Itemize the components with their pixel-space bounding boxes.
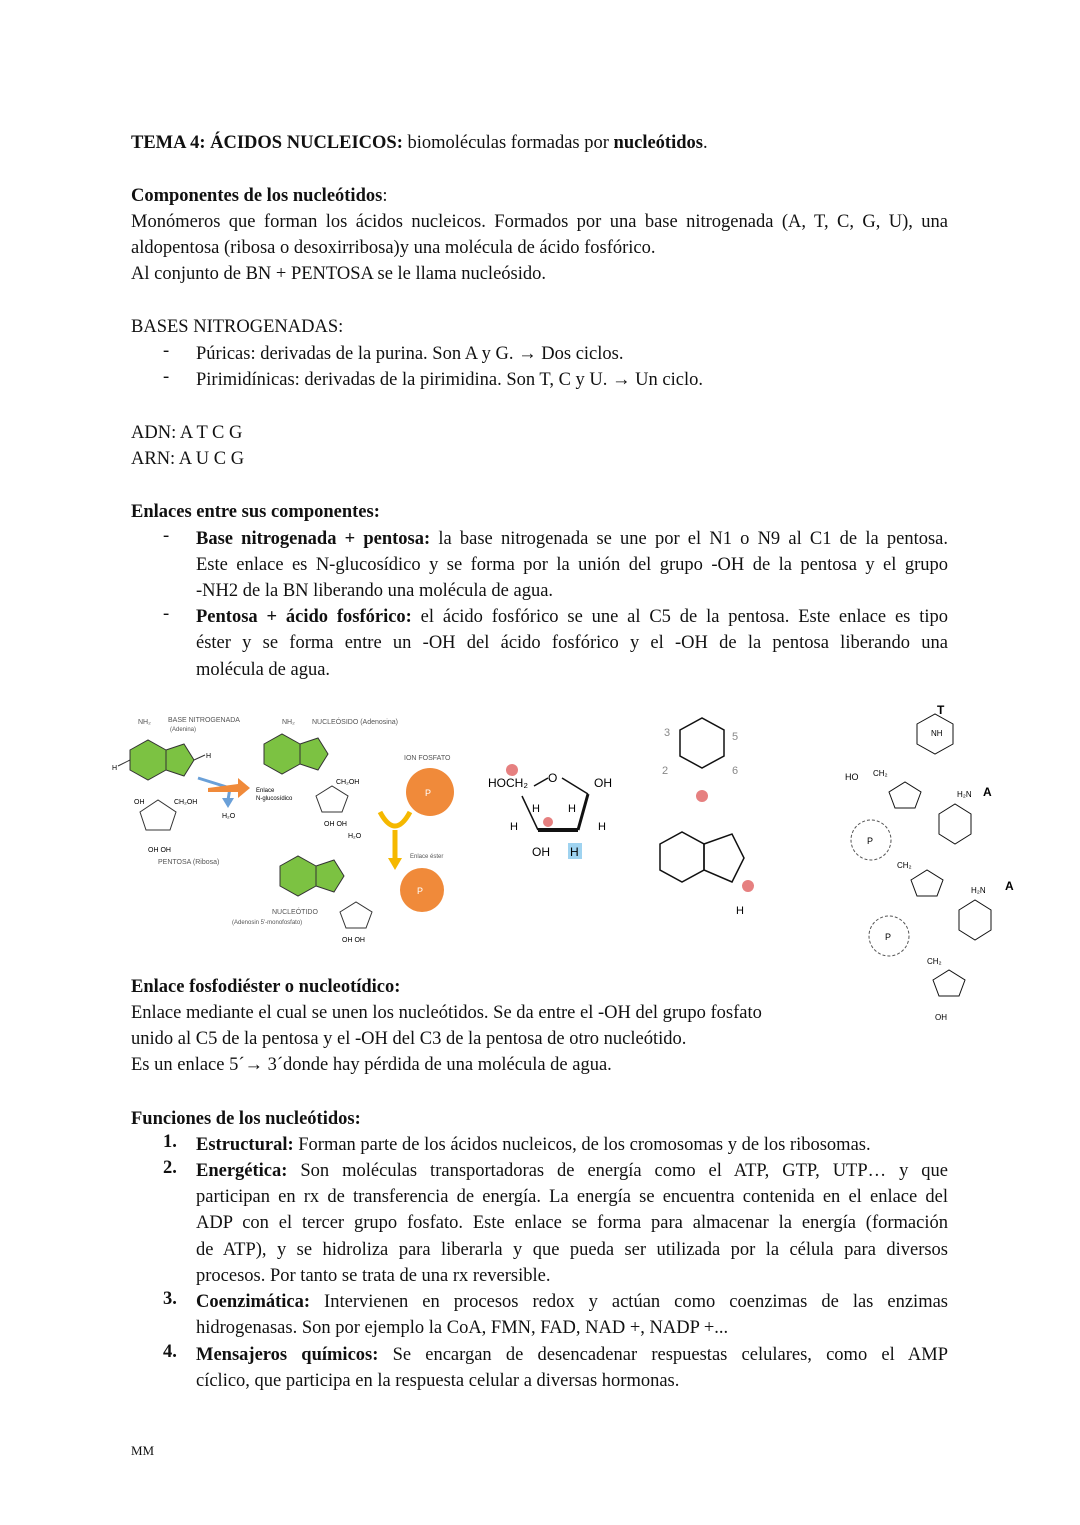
funcion-2-line-5: procesos. Por tanto se trata de una rx reversible. xyxy=(196,1266,551,1286)
adenine-h2n-2: H₂N xyxy=(971,886,986,895)
svg-text:P: P xyxy=(425,788,432,798)
water-label-1: H₂O xyxy=(222,813,236,820)
funcion-4-line-1 xyxy=(196,1342,948,1368)
componentes-line-3: Al conjunto de BN + PENTOSA se le llama nucleósido. xyxy=(131,264,546,284)
componentes-heading-text: Componentes de los nucleótidos xyxy=(131,186,383,206)
svg-text:OH: OH xyxy=(134,799,145,806)
list-number: 3. xyxy=(163,1289,177,1309)
svg-text:3: 3 xyxy=(664,727,671,739)
thymine-label: T xyxy=(937,703,945,717)
fosfodiester-line-2: unido al C5 de la pentosa y el -OH del C3 de la pentosa de otro nucleótido. xyxy=(131,1029,687,1049)
funcion-2-line-1 xyxy=(196,1158,948,1184)
enlace-item-2-text: el ácido fosfórico se une al C5 de la pentosa. Este enlace es tipo xyxy=(411,607,948,627)
enlace-item-1-line-2: Este enlace es N-glucosídico y se forma por la unión del grupo -OH de la pentosa y el grupo xyxy=(196,555,948,575)
carbon-5-highlight xyxy=(506,764,518,776)
ring-oxygen-label: O xyxy=(548,771,558,785)
adenine-label-2: A xyxy=(1005,879,1014,893)
purine-ring-6 xyxy=(660,832,704,882)
n9-highlight xyxy=(742,880,754,892)
nucleoside-ring-5 xyxy=(300,738,328,770)
enlace-label: Enlace xyxy=(256,788,275,794)
terminal-oh: OH xyxy=(935,1013,947,1022)
list-number: 1. xyxy=(163,1132,177,1152)
bases-heading: BASES NITROGENADAS: xyxy=(131,317,344,337)
carbon-3-highlight xyxy=(543,817,553,827)
list-number: 4. xyxy=(163,1342,177,1362)
title-end: . xyxy=(702,133,708,153)
reaction-arrow-yellow xyxy=(380,812,410,826)
bullet-dash: - xyxy=(163,604,170,624)
svg-text:2: 2 xyxy=(662,765,669,777)
dna-strand-diagram xyxy=(835,700,1035,1030)
pyrimidine-ring xyxy=(680,718,724,768)
componentes-heading xyxy=(131,183,387,209)
footer-initials: MM xyxy=(131,1443,155,1458)
enlace-item-2-line-1 xyxy=(196,604,948,630)
thymine-nh: NH xyxy=(931,729,943,738)
purine-ring-5 xyxy=(704,834,744,882)
sugar-ring-3 xyxy=(933,970,965,996)
title-bold: TEMA 4: ÁCIDOS NUCLEICOS: xyxy=(131,133,403,153)
pentosa-label: PENTOSA (Ribosa) xyxy=(158,859,220,866)
funcion-1-line-1 xyxy=(196,1132,871,1158)
componentes-line-1: Monómeros que forman los ácidos nucleicos. Formados por una base nitrogenada (A, T, C, G, U), una xyxy=(131,212,948,232)
funcion-4-text: Se encargan de desencadenar respuestas celulares, como el AMP xyxy=(378,1345,948,1365)
nucleoside-ribose xyxy=(316,786,348,812)
enlace-ester-label: Enlace éster xyxy=(410,854,444,860)
svg-text:P: P xyxy=(885,932,892,942)
adenine-ring-5 xyxy=(166,744,194,776)
oh-anomeric-label: OH xyxy=(594,776,612,790)
svg-text:CH₂OH: CH₂OH xyxy=(174,799,198,806)
funcion-3-line-1 xyxy=(196,1289,948,1315)
adenine-ring-2 xyxy=(959,900,991,940)
funcion-2-text: Son moléculas transportadoras de energía como el ATP, GTP, UTP… y que xyxy=(287,1161,948,1181)
funcion-1-bold: Estructural: xyxy=(196,1135,294,1155)
arn-line: ARN: A U C G xyxy=(131,449,245,469)
base-sublabel: (Adenina) xyxy=(170,727,197,733)
svg-text:CH₂OH: CH₂OH xyxy=(336,779,360,786)
nucleosido-label: NUCLEÓSIDO (Adenosina) xyxy=(312,719,398,726)
title-bold2: nucleótidos xyxy=(613,133,703,153)
nucleotide-ribose xyxy=(340,902,372,928)
nucleoside-ring-6 xyxy=(264,734,300,774)
ion-fosfato-label: ION FOSFATO xyxy=(404,755,451,762)
funciones-heading: Funciones de los nucleótidos: xyxy=(131,1109,361,1129)
enlace-item-2-bold: Pentosa + ácido fosfórico: xyxy=(196,607,412,627)
h-label: H xyxy=(532,803,540,815)
enlace-item-1-line-3: -NH2 de la BN liberando una molécula de agua. xyxy=(196,581,554,601)
nucleotide-ring-5 xyxy=(316,860,344,892)
ch2-label: CH₂ xyxy=(927,957,942,966)
funcion-4-bold: Mensajeros químicos: xyxy=(196,1345,379,1365)
funcion-3-bold: Coenzimática: xyxy=(196,1292,311,1312)
list-number: 2. xyxy=(163,1158,177,1178)
svg-text:NH₂: NH₂ xyxy=(282,719,295,726)
water-label-2: H₂O xyxy=(348,833,362,840)
svg-text:OH OH: OH OH xyxy=(324,821,347,828)
ch2-label: CH₂ xyxy=(873,769,888,778)
ho-label: HO xyxy=(845,772,859,782)
adenine-ring-6 xyxy=(130,740,166,780)
svg-text:OH OH: OH OH xyxy=(148,847,171,854)
adn-line: ADN: A T C G xyxy=(131,423,243,443)
sugar-ring-2 xyxy=(911,870,943,896)
nucleotide-ring-6 xyxy=(280,856,316,896)
h-2-label: H xyxy=(570,845,579,859)
funcion-4-line-2: cíclico, que participa en la respuesta celular a diversas hormonas. xyxy=(196,1371,680,1391)
ribose-ring xyxy=(140,800,176,830)
bases-item-pirimidinicas: Pirimidínicas: derivadas de la pirimidina. Son T, C y U. → Un ciclo. xyxy=(196,370,703,390)
h-label: H xyxy=(568,803,576,815)
enlace-item-2-line-3: molécula de agua. xyxy=(196,660,331,680)
h-label: H xyxy=(510,821,518,833)
componentes-heading-colon: : xyxy=(382,186,388,206)
base-label: BASE NITROGENADA xyxy=(168,717,240,724)
svg-text:P: P xyxy=(417,886,424,896)
ch2-label: CH₂ xyxy=(897,861,912,870)
nucleotido-sublabel: (Adenosin 5'-monofosfato) xyxy=(232,920,303,926)
funcion-2-line-3: ADP con el tercer grupo fosfato. Este enlace se forma para almacenar la energía (formación xyxy=(196,1213,948,1233)
svg-text:H: H xyxy=(206,753,212,760)
adenine-h2n-1: H₂N xyxy=(957,790,972,799)
funcion-3-line-2: hidrogenasas. Son por ejemplo la CoA, FMN, FAD, NAD +, NADP +... xyxy=(196,1318,729,1338)
bullet-dash: - xyxy=(163,341,170,361)
fosfodiester-heading: Enlace fosfodiéster o nucleotídico: xyxy=(131,977,401,997)
svg-text:H: H xyxy=(112,765,118,772)
fosfodiester-line-1: Enlace mediante el cual se unen los nucleótidos. Se da entre el -OH del grupo fosfato xyxy=(131,1003,762,1023)
hoch2-label: HOCH₂ xyxy=(488,776,528,790)
fosfodiester-line-3: Es un enlace 5´→ 3´donde hay pérdida de una molécula de agua. xyxy=(131,1055,612,1075)
enlace-item-1-line-1 xyxy=(196,526,948,552)
funcion-2-line-4: de ATP), y se hidroliza para liberarla y que pueda ser utilizada por la célula para diversos xyxy=(196,1240,948,1260)
sugar-ring-1 xyxy=(889,782,921,808)
svg-text:OH OH: OH OH xyxy=(342,937,365,944)
svg-text:5: 5 xyxy=(732,731,739,743)
componentes-line-2: aldopentosa (ribosa o desoxirribosa)y una molécula de ácido fosfórico. xyxy=(131,238,656,258)
ribose-structure xyxy=(482,760,632,870)
svg-text:NH₂: NH₂ xyxy=(138,719,151,726)
h-label: H xyxy=(736,905,744,917)
adenine-label-1: A xyxy=(983,785,992,799)
funcion-3-text: Intervienen en procesos redox y actúan como coenzimas de las enzimas xyxy=(310,1292,948,1312)
enlace-item-1-text: la base nitrogenada se une por el N1 o N9 al C1 de la pentosa. xyxy=(430,529,948,549)
pyrimidine-purine-structures xyxy=(640,710,780,920)
adenine-ring-1 xyxy=(939,804,971,844)
funcion-2-bold: Energética: xyxy=(196,1161,288,1181)
bases-item-puricas: Púricas: derivadas de la purina. Son A y G. → Dos ciclos. xyxy=(196,344,624,364)
enlace-item-1-bold: Base nitrogenada + pentosa: xyxy=(196,529,431,549)
bullet-dash: - xyxy=(163,367,170,387)
funcion-1-text: Forman parte de los ácidos nucleicos, de los cromosomas y de los ribosomas. xyxy=(293,1135,871,1155)
page-title xyxy=(131,130,708,156)
enlaces-heading: Enlaces entre sus componentes: xyxy=(131,502,380,522)
enlace-item-2-line-2: éster y se forma entre un -OH del ácido fosfórico y el -OH de la pentosa liberando una xyxy=(196,633,948,653)
n1-highlight xyxy=(696,790,708,802)
nucleotido-label: NUCLEÓTIDO xyxy=(272,909,318,916)
oh-3-label: OH xyxy=(532,845,550,859)
title-rest: biomoléculas formadas por xyxy=(402,133,614,153)
bullet-dash: - xyxy=(163,526,170,546)
h-label: H xyxy=(598,821,606,833)
enlace-sublabel: N-glucosídico xyxy=(256,796,293,802)
svg-text:6: 6 xyxy=(732,765,739,777)
funcion-2-line-2: participan en rx de transferencia de energía. La energía se encuentra contenida en el enlace del xyxy=(196,1187,948,1207)
svg-text:P: P xyxy=(867,836,874,846)
